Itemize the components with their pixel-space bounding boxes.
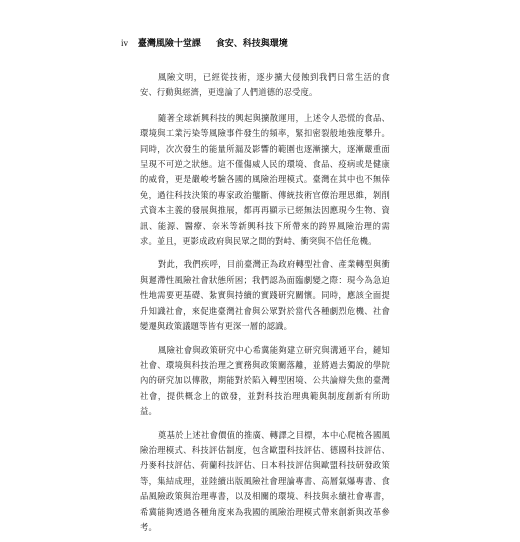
paragraph: 對此，我們疾呼，目前臺灣正為政府轉型社會、產業轉型與衝與遲滯性風險社會狀態所困；我們認為面臨劇變之際：現今為急迫性地需要更基礎、紮實與持續的實踐研究關懷。同時，應該全面提升知識社會，來促進臺灣社會與公眾對於當代各種劇烈危機、社會變遷與政策議題等皆有更深一層的認識。 [140,259,390,332]
paragraph: 奠基於上述社會價值的推廣、轉譯之目標，本中心爬梳各國風險治理模式、科技評估制度，包含歐盟科技評估、德國科技評估、丹麥科技評估、荷蘭科技評估、日本科技評估與歐盟科技研發政策等，集結成理，並陸續出版風險社會理論專書、高層氣爆專書、食品風險政策與治理專書，以及相關的環境、科技與永續社會專書，希冀能夠透過各種角度來為我國的風險治理模式帶來創新與改革參考。 [140,429,390,532]
paragraph: 風險文明，已經從技術，逐步擴大侵蝕到我們日常生活的食安、行動與經濟，更遑論了人們道德的忍受度。 [140,72,390,98]
running-header [121,37,288,50]
chapter-title: 食安、科技與環境 [215,39,288,49]
page-number: iv [121,38,129,48]
book-title: 臺灣風險十堂課 [137,39,201,49]
paragraph: 風險社會與政策研究中心希冀能夠建立研究與溝通平台，鏈知社會、環境與科技治理之實務與政策關落離，並將過去獨說的學院內的研究加以傳散，期能對於陷入轉型困境、公共論辯失焦的臺灣社會，提供概念上的啟發，並對科技治理典範與制度創新有所助益。 [140,344,390,417]
paragraph: 隨著全球新興科技的興起與擴散運用，上述令人恐慌的食品、環境與工業污染等風險事件發生的頻率，緊扣密裂般地強度攀升。同時，次次發生的能量所漏及影響的範圍也逐漸擴大，逐漸嚴重面呈現不可逆之狀態。這不僅傷威人民的環境、食品、疫病或是健康的威脅，更是嚴峻考驗各國的風險治理模式。臺灣在其中也不無倖免，過往科技決策的專家政治壟斷、傳統技術官僚治理思維，剝削式資本主義的發展與推展，都再再顯示已經無法因應現今生物、資訊、能源、醫療、奈米等新興科技下所帶來的跨界風險治理的需求。並且，更影成政府與民眾之間的對峙、衝突與不信任危機。 [140,112,390,247]
body-text [140,70,390,542]
